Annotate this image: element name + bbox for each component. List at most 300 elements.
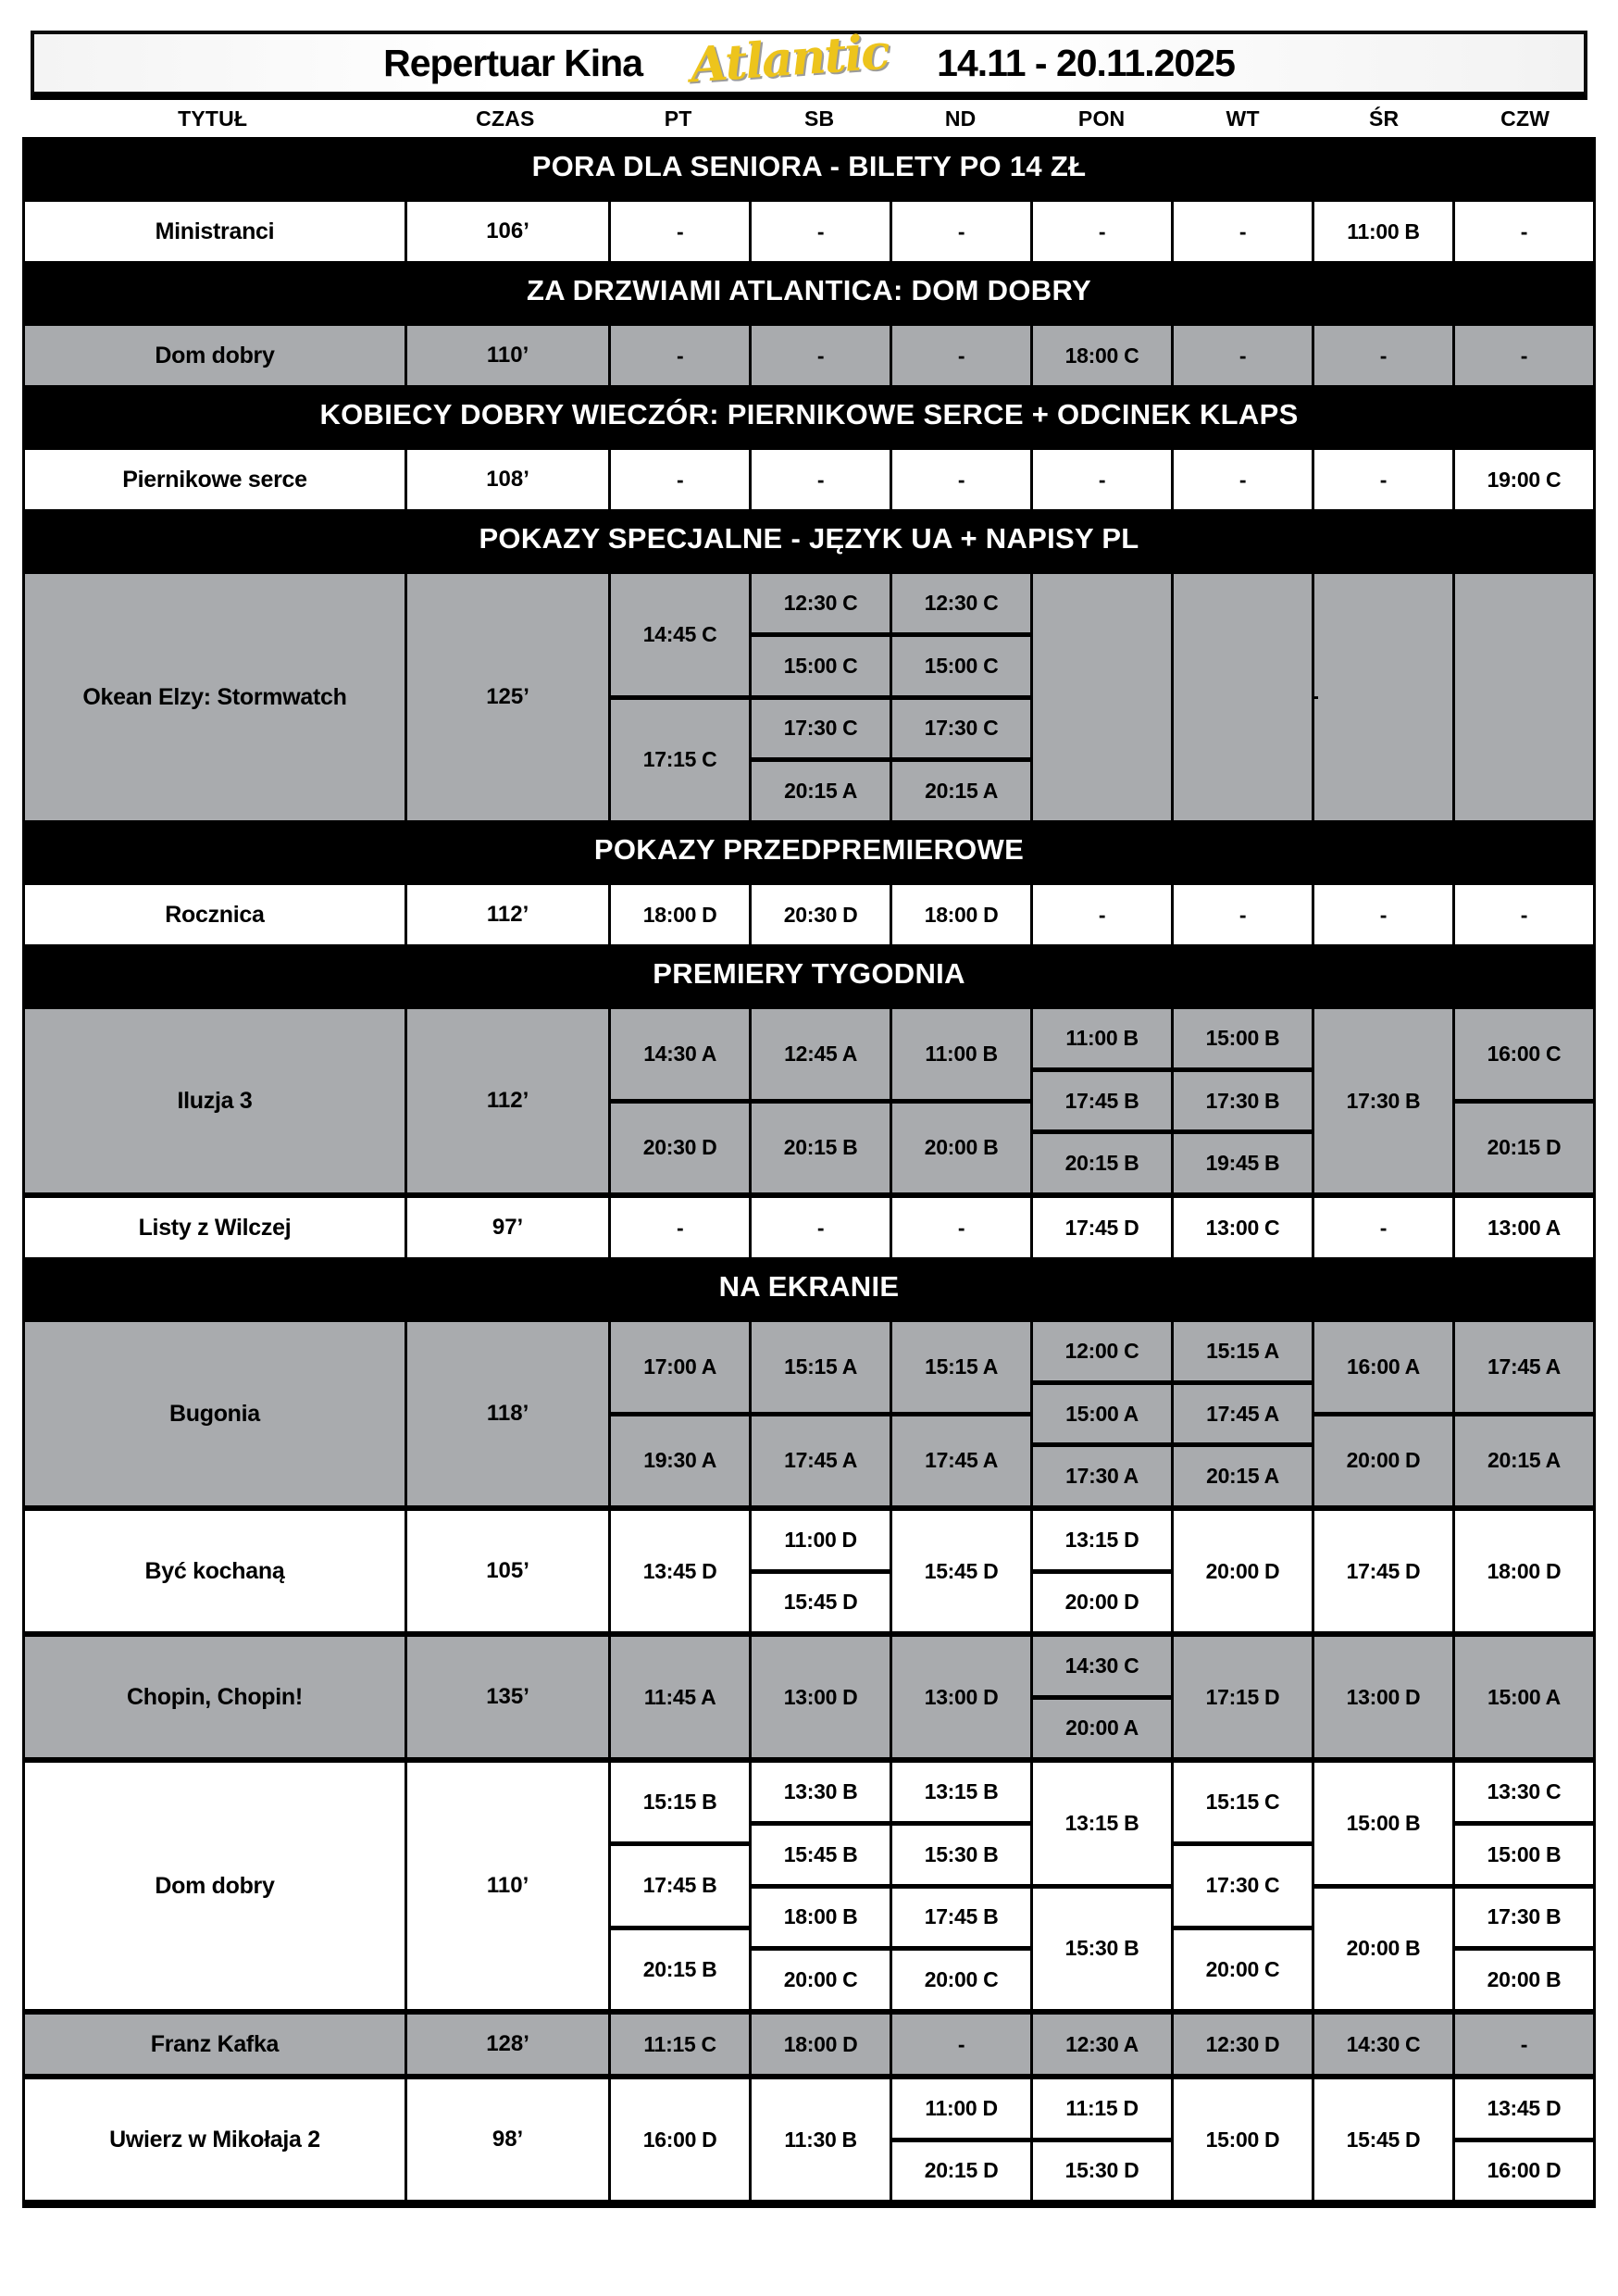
showtime-subcell bbox=[1314, 1009, 1452, 1192]
showtime: 20:00 D bbox=[1205, 1558, 1280, 1583]
showtime-subcell bbox=[892, 1198, 1030, 1257]
column-header-label: ŚR bbox=[1368, 106, 1400, 131]
day-cell bbox=[1452, 1763, 1593, 2009]
showtime-subcell bbox=[611, 1198, 749, 1257]
showtime-subcell bbox=[1033, 1322, 1171, 1380]
showtime: 18:00 D bbox=[783, 2031, 858, 2056]
movie-title-cell bbox=[25, 1637, 404, 1757]
showtime: 13:15 B bbox=[1064, 1810, 1139, 1835]
day-cell bbox=[890, 885, 1030, 944]
movie-row bbox=[22, 1505, 1596, 1631]
movie-duration: 128’ bbox=[486, 2031, 529, 2056]
day-cell bbox=[608, 1763, 749, 2009]
showtime-subcell bbox=[611, 1926, 749, 2009]
showtime-subcell bbox=[1174, 2015, 1312, 2074]
day-cell bbox=[1171, 1511, 1312, 1631]
showtime: - bbox=[816, 218, 825, 243]
showtime: 13:00 D bbox=[1346, 1684, 1421, 1709]
showtime-subcell bbox=[1455, 450, 1593, 509]
column-header-label: ND bbox=[944, 106, 977, 131]
showtime: 17:45 B bbox=[924, 1904, 999, 1929]
day-cell bbox=[1452, 202, 1593, 261]
movie-title-cell bbox=[25, 1009, 404, 1192]
showtime: - bbox=[957, 343, 965, 368]
column-headers bbox=[22, 100, 1596, 137]
showtime: 13:45 D bbox=[1487, 2095, 1562, 2120]
showtime: 15:30 D bbox=[1064, 2158, 1139, 2183]
showtime: 18:00 C bbox=[1064, 343, 1139, 368]
duration-cell bbox=[404, 1637, 608, 1757]
movie-duration: 125’ bbox=[486, 684, 529, 709]
movie-duration: 118’ bbox=[486, 1401, 529, 1426]
showtime-subcell bbox=[1033, 1442, 1171, 1505]
showtime-subcell bbox=[1455, 1511, 1593, 1631]
showtime: 17:30 C bbox=[924, 716, 999, 741]
day-cell bbox=[1030, 450, 1171, 509]
movie-title: Być kochaną bbox=[144, 1557, 285, 1584]
showtime: 13:30 C bbox=[1487, 1778, 1562, 1803]
showtime: 15:45 D bbox=[924, 1558, 999, 1583]
showtime: 18:00 D bbox=[642, 902, 717, 927]
movie-duration: 112’ bbox=[486, 1088, 529, 1113]
showtime: 20:30 D bbox=[783, 902, 858, 927]
day-cell bbox=[749, 326, 890, 385]
showtime: 13:00 D bbox=[924, 1684, 999, 1709]
showtime: 15:00 B bbox=[1487, 1841, 1562, 1866]
movie-row bbox=[22, 1004, 1596, 1192]
day-cell bbox=[608, 1198, 749, 1257]
day-cell bbox=[608, 1009, 749, 1192]
showtime: 20:15 A bbox=[1487, 1448, 1561, 1473]
showtime-subcell bbox=[752, 695, 890, 758]
day-cell bbox=[1030, 2015, 1171, 2074]
showtime-subcell bbox=[752, 1763, 890, 1821]
section-banner bbox=[22, 820, 1596, 880]
duration-cell bbox=[404, 202, 608, 261]
showtime: 14:30 C bbox=[1064, 1653, 1139, 1678]
column-header-cell bbox=[749, 100, 890, 137]
showtime: 17:45 D bbox=[1346, 1558, 1421, 1583]
showtime: 12:30 D bbox=[1205, 2031, 1280, 2056]
day-cell bbox=[1171, 2015, 1312, 2074]
day-cell bbox=[749, 1763, 890, 2009]
showtime-subcell bbox=[1314, 2015, 1452, 2074]
showtime-subcell bbox=[1314, 885, 1452, 944]
showtime-subcell bbox=[1455, 1946, 1593, 2009]
movie-duration: 106’ bbox=[486, 218, 529, 243]
date-range: 14.11 - 20.11.2025 bbox=[937, 41, 1235, 84]
showtime-subcell bbox=[1174, 1637, 1312, 1757]
showtime-subcell bbox=[752, 202, 890, 261]
showtime-subcell bbox=[1314, 2079, 1452, 2200]
showtime-subcell bbox=[752, 1322, 890, 1412]
showtime-subcell bbox=[611, 695, 749, 821]
poster-title: Repertuar Kina bbox=[383, 41, 643, 84]
showtime: - bbox=[676, 1215, 684, 1240]
day-cell bbox=[1171, 885, 1312, 944]
movie-title: Iluzja 3 bbox=[177, 1087, 253, 1114]
showtime-subcell bbox=[892, 2015, 1030, 2074]
showtime-subcell bbox=[1455, 1198, 1593, 1257]
showtime-subcell bbox=[892, 1099, 1030, 1193]
showtime: 17:45 A bbox=[925, 1448, 999, 1473]
showtime-subcell bbox=[1033, 1763, 1171, 1884]
movie-title-cell bbox=[25, 1511, 404, 1631]
showtime: - bbox=[1238, 218, 1247, 243]
showtime-subcell bbox=[1174, 1129, 1312, 1192]
showtime: - bbox=[957, 1215, 965, 1240]
showtime: 11:15 D bbox=[1065, 2095, 1139, 2120]
showtime: 15:00 D bbox=[1205, 2127, 1280, 2152]
showtime: 13:15 B bbox=[924, 1778, 999, 1803]
showtime-subcell bbox=[752, 450, 890, 509]
movie-title-cell bbox=[25, 2015, 404, 2074]
day-cell bbox=[1312, 326, 1452, 385]
day-cell bbox=[1171, 2079, 1312, 2200]
showtime-subcell bbox=[1033, 1695, 1171, 1758]
showtime: - bbox=[1520, 218, 1528, 243]
day-cell bbox=[1312, 1322, 1452, 1505]
showtime-subcell bbox=[892, 202, 1030, 261]
showtime: 14:30 A bbox=[643, 1041, 717, 1066]
showtime: 15:15 A bbox=[925, 1354, 999, 1379]
showtime-subcell bbox=[1314, 1637, 1452, 1757]
showtime-subcell bbox=[1314, 202, 1452, 261]
showtime: 20:00 D bbox=[1064, 1590, 1139, 1615]
day-cell bbox=[1452, 326, 1593, 385]
day-cell bbox=[1171, 1763, 1312, 2009]
column-header-cell bbox=[403, 100, 607, 137]
section-banner-label: NA EKRANIE bbox=[718, 1270, 900, 1303]
showtime: 20:30 D bbox=[642, 1135, 717, 1160]
movie-title-cell bbox=[25, 202, 404, 261]
showtime-subcell bbox=[1033, 1884, 1171, 2010]
showtime: 18:00 D bbox=[1487, 1558, 1562, 1583]
showtime: - bbox=[1520, 2031, 1528, 2056]
movie-title-cell bbox=[25, 1763, 404, 2009]
showtime: 20:15 D bbox=[1487, 1135, 1562, 1160]
day-cell bbox=[749, 2015, 890, 2074]
showtime: - bbox=[1238, 467, 1247, 492]
showtime-subcell bbox=[1033, 885, 1171, 944]
day-cell bbox=[890, 1763, 1030, 2009]
showtime-subcell bbox=[1033, 1380, 1171, 1443]
showtime-subcell bbox=[611, 202, 749, 261]
showtime: - bbox=[1379, 902, 1388, 927]
showtime-subcell bbox=[611, 2079, 749, 2200]
showtime: 20:15 B bbox=[783, 1135, 858, 1160]
showtime: - bbox=[1379, 343, 1388, 368]
column-header-label: TYTUŁ bbox=[178, 106, 248, 131]
showtime: - bbox=[1238, 343, 1247, 368]
showtime: 15:00 A bbox=[1065, 1401, 1139, 1426]
showtime-subcell bbox=[1455, 1412, 1593, 1506]
showtime: 11:30 B bbox=[784, 2127, 857, 2152]
day-cell bbox=[1171, 574, 1319, 820]
duration-cell bbox=[404, 885, 608, 944]
showtime-subcell bbox=[1455, 1637, 1593, 1757]
showtime-subcell bbox=[1174, 1926, 1312, 2009]
day-cell bbox=[1171, 1009, 1312, 1192]
showtime-subcell bbox=[1314, 1322, 1452, 1412]
section-banner bbox=[22, 1257, 1596, 1316]
showtime: - bbox=[1379, 467, 1388, 492]
duration-cell bbox=[404, 1763, 608, 2009]
day-cell bbox=[608, 1511, 749, 1631]
movie-row bbox=[22, 1631, 1596, 1757]
movie-row bbox=[22, 1316, 1596, 1505]
poster-header bbox=[31, 23, 1587, 100]
showtime: - bbox=[1098, 467, 1106, 492]
showtime: 15:45 B bbox=[783, 1841, 858, 1866]
showtime: 11:00 D bbox=[925, 2095, 998, 2120]
day-cell bbox=[749, 1198, 890, 1257]
day-cell bbox=[749, 1637, 890, 1757]
showtime-subcell bbox=[1033, 2079, 1171, 2138]
movie-title: Listy z Wilczej bbox=[138, 1214, 292, 1241]
showtime: 12:30 A bbox=[1065, 2031, 1139, 2056]
showtime-subcell bbox=[1455, 326, 1593, 385]
day-cell bbox=[1312, 1009, 1452, 1192]
day-cell bbox=[1452, 1637, 1593, 1757]
day-cell bbox=[890, 1198, 1030, 1257]
showtime: 17:15 C bbox=[642, 747, 717, 772]
day-cell bbox=[890, 326, 1030, 385]
showtime: 16:00 D bbox=[1487, 2158, 1562, 2183]
duration-cell bbox=[404, 2079, 608, 2200]
showtime-subcell bbox=[752, 326, 890, 385]
showtime: 20:15 B bbox=[1064, 1151, 1139, 1176]
showtime-subcell bbox=[752, 1569, 890, 1632]
showtime-subcell bbox=[1455, 202, 1593, 261]
movie-title-cell bbox=[25, 574, 404, 820]
showtime: 20:15 B bbox=[642, 1956, 717, 1981]
column-header-label: PON bbox=[1077, 106, 1126, 131]
day-cell bbox=[1452, 885, 1593, 944]
showtime-subcell bbox=[892, 757, 1030, 820]
showtime-subcell bbox=[752, 574, 890, 632]
movie-title: Uwierz w Mikołaja 2 bbox=[109, 2126, 320, 2152]
column-header-label: PT bbox=[664, 106, 692, 131]
showtime-subcell bbox=[1314, 450, 1452, 509]
showtime-subcell bbox=[1033, 450, 1171, 509]
showtime: 15:15 B bbox=[642, 1790, 717, 1815]
showtime-subcell bbox=[752, 1884, 890, 1947]
day-cell bbox=[749, 1511, 890, 1631]
showtime-subcell bbox=[892, 2079, 1030, 2138]
showtime-subcell bbox=[1174, 202, 1312, 261]
showtime: 14:30 C bbox=[1346, 2031, 1421, 2056]
showtime-subcell bbox=[892, 1821, 1030, 1884]
showtime: - bbox=[1238, 902, 1247, 927]
atlantic-logo: Atlantic bbox=[688, 23, 890, 94]
movie-title-cell bbox=[25, 326, 404, 385]
showtime-subcell bbox=[1174, 1067, 1312, 1130]
movie-title: Piernikowe serce bbox=[122, 466, 307, 493]
day-cell bbox=[749, 1009, 890, 1192]
showtime-subcell bbox=[1455, 885, 1593, 944]
showtime: 19:30 A bbox=[643, 1448, 717, 1473]
showtime-subcell bbox=[1455, 1821, 1593, 1884]
showtime: 14:45 C bbox=[642, 621, 717, 646]
day-cell bbox=[1030, 202, 1171, 261]
showtime: 13:30 B bbox=[783, 1778, 858, 1803]
showtime-subcell bbox=[892, 1511, 1030, 1631]
showtime-subcell bbox=[1455, 2138, 1593, 2201]
showtime-subcell bbox=[611, 2015, 749, 2074]
showtime: - bbox=[957, 218, 965, 243]
showtime: - bbox=[1520, 902, 1528, 927]
column-header-label: CZW bbox=[1500, 106, 1550, 131]
showtime-subcell bbox=[611, 1412, 749, 1506]
showtime-subcell bbox=[1455, 1763, 1593, 1821]
schedule-table bbox=[22, 137, 1596, 2200]
section-banner bbox=[22, 137, 1596, 196]
stray-dash: - bbox=[1312, 684, 1319, 709]
day-cell bbox=[608, 202, 749, 261]
day-cell bbox=[890, 2015, 1030, 2074]
showtime: - bbox=[957, 2031, 965, 2056]
showtime: 19:45 B bbox=[1205, 1151, 1280, 1176]
showtime-subcell bbox=[1174, 2079, 1312, 2200]
showtime-subcell bbox=[611, 1637, 749, 1757]
column-header-cell bbox=[1313, 100, 1455, 137]
day-cell bbox=[890, 1511, 1030, 1631]
showtime-subcell bbox=[1314, 1412, 1452, 1506]
showtime-subcell bbox=[1033, 1009, 1171, 1067]
showtime-subcell bbox=[892, 1009, 1030, 1099]
column-header-cell bbox=[1172, 100, 1313, 137]
showtime-subcell bbox=[892, 1884, 1030, 1947]
day-cell bbox=[749, 202, 890, 261]
day-cell bbox=[608, 2079, 749, 2200]
showtime: 17:45 A bbox=[784, 1448, 858, 1473]
day-cell bbox=[1171, 202, 1312, 261]
section-banner bbox=[22, 261, 1596, 320]
showtime-subcell bbox=[611, 574, 749, 695]
column-header-label: SB bbox=[803, 106, 835, 131]
showtime-subcell bbox=[892, 632, 1030, 695]
day-cell bbox=[1030, 574, 1171, 820]
showtime: 15:45 D bbox=[1346, 2127, 1421, 2152]
showtime-subcell bbox=[1314, 1511, 1452, 1631]
movie-title: Okean Elzy: Stormwatch bbox=[82, 683, 347, 710]
day-cell bbox=[890, 450, 1030, 509]
showtime-subcell bbox=[611, 1511, 749, 1631]
movie-title-cell bbox=[25, 450, 404, 509]
showtime: 15:00 C bbox=[924, 653, 999, 678]
showtime-subcell bbox=[1174, 885, 1312, 944]
duration-cell bbox=[404, 450, 608, 509]
showtime: 19:00 C bbox=[1487, 467, 1562, 492]
day-cell bbox=[1030, 1198, 1171, 1257]
day-cell bbox=[749, 2079, 890, 2200]
showtime-subcell bbox=[752, 1511, 890, 1569]
day-cell bbox=[1312, 1198, 1452, 1257]
movie-title-cell bbox=[25, 2079, 404, 2200]
day-cell bbox=[1030, 1511, 1171, 1631]
showtime-subcell bbox=[1033, 1637, 1171, 1695]
day-cell bbox=[1452, 2079, 1593, 2200]
showtime: 11:00 B bbox=[1065, 1025, 1139, 1050]
showtime-subcell bbox=[611, 1009, 749, 1099]
day-cell bbox=[1030, 1009, 1171, 1192]
showtime: - bbox=[957, 467, 965, 492]
showtime: 15:45 D bbox=[783, 1590, 858, 1615]
showtime: 11:45 A bbox=[643, 1684, 716, 1709]
showtime-subcell bbox=[892, 885, 1030, 944]
section-banner-label: PREMIERY TYGODNIA bbox=[653, 957, 965, 990]
showtime: 13:00 D bbox=[783, 1684, 858, 1709]
showtime: 17:45 D bbox=[1064, 1215, 1139, 1240]
showtime: 11:15 C bbox=[643, 2031, 716, 2056]
day-cell bbox=[1312, 574, 1452, 820]
showtime: 13:15 D bbox=[1064, 1527, 1139, 1552]
showtime: 20:00 B bbox=[1487, 1967, 1562, 1992]
showtime: 17:45 A bbox=[1206, 1401, 1279, 1426]
column-header-label: CZAS bbox=[476, 106, 535, 131]
movie-title: Chopin, Chopin! bbox=[127, 1683, 303, 1710]
day-cell bbox=[608, 450, 749, 509]
duration-cell bbox=[404, 574, 608, 820]
showtime: 17:30 B bbox=[1346, 1088, 1421, 1113]
bottom-bar bbox=[22, 2200, 1596, 2208]
day-cell bbox=[890, 1637, 1030, 1757]
showtime-subcell bbox=[892, 1637, 1030, 1757]
showtime-subcell bbox=[1033, 2138, 1171, 2201]
day-cell bbox=[1452, 450, 1593, 509]
duration-cell bbox=[404, 1198, 608, 1257]
showtime: 20:00 C bbox=[1205, 1956, 1280, 1981]
showtime: - bbox=[1098, 218, 1106, 243]
showtime: 17:30 B bbox=[1205, 1088, 1280, 1113]
showtime: 18:00 B bbox=[783, 1904, 858, 1929]
showtime: 17:00 A bbox=[643, 1354, 717, 1379]
day-cell bbox=[1312, 2015, 1452, 2074]
section-banner bbox=[22, 385, 1596, 444]
section-banner-label: ZA DRZWIAMI ATLANTICA: DOM DOBRY bbox=[527, 274, 1091, 306]
day-cell bbox=[890, 1009, 1030, 1192]
section-banner-label: POKAZY PRZEDPREMIEROWE bbox=[593, 833, 1025, 866]
showtime-subcell bbox=[1174, 1009, 1312, 1067]
showtime: - bbox=[676, 343, 684, 368]
duration-cell bbox=[404, 1009, 608, 1192]
showtime: 15:00 B bbox=[1346, 1810, 1421, 1835]
movie-row bbox=[22, 880, 1596, 944]
movie-duration: 97’ bbox=[492, 1215, 524, 1240]
movie-row bbox=[22, 320, 1596, 385]
showtime: 15:00 C bbox=[783, 653, 858, 678]
duration-cell bbox=[404, 1322, 608, 1505]
duration-cell bbox=[404, 1511, 608, 1631]
day-cell bbox=[1312, 2079, 1452, 2200]
showtime: 15:00 A bbox=[1487, 1684, 1561, 1709]
showtime: - bbox=[816, 467, 825, 492]
showtime: 13:00 C bbox=[1205, 1215, 1280, 1240]
showtime-subcell bbox=[611, 1763, 749, 1841]
column-header-cell bbox=[22, 100, 403, 137]
day-cell bbox=[890, 2079, 1030, 2200]
showtime-subcell bbox=[1314, 326, 1452, 385]
day-cell bbox=[1030, 326, 1171, 385]
movie-row bbox=[22, 1757, 1596, 2009]
day-cell bbox=[608, 1322, 749, 1505]
showtime-subcell bbox=[752, 1099, 890, 1193]
showtime-subcell bbox=[1455, 1322, 1593, 1412]
showtime-subcell bbox=[1033, 1198, 1171, 1257]
showtime-subcell bbox=[1033, 1129, 1171, 1192]
day-cell bbox=[1030, 2079, 1171, 2200]
